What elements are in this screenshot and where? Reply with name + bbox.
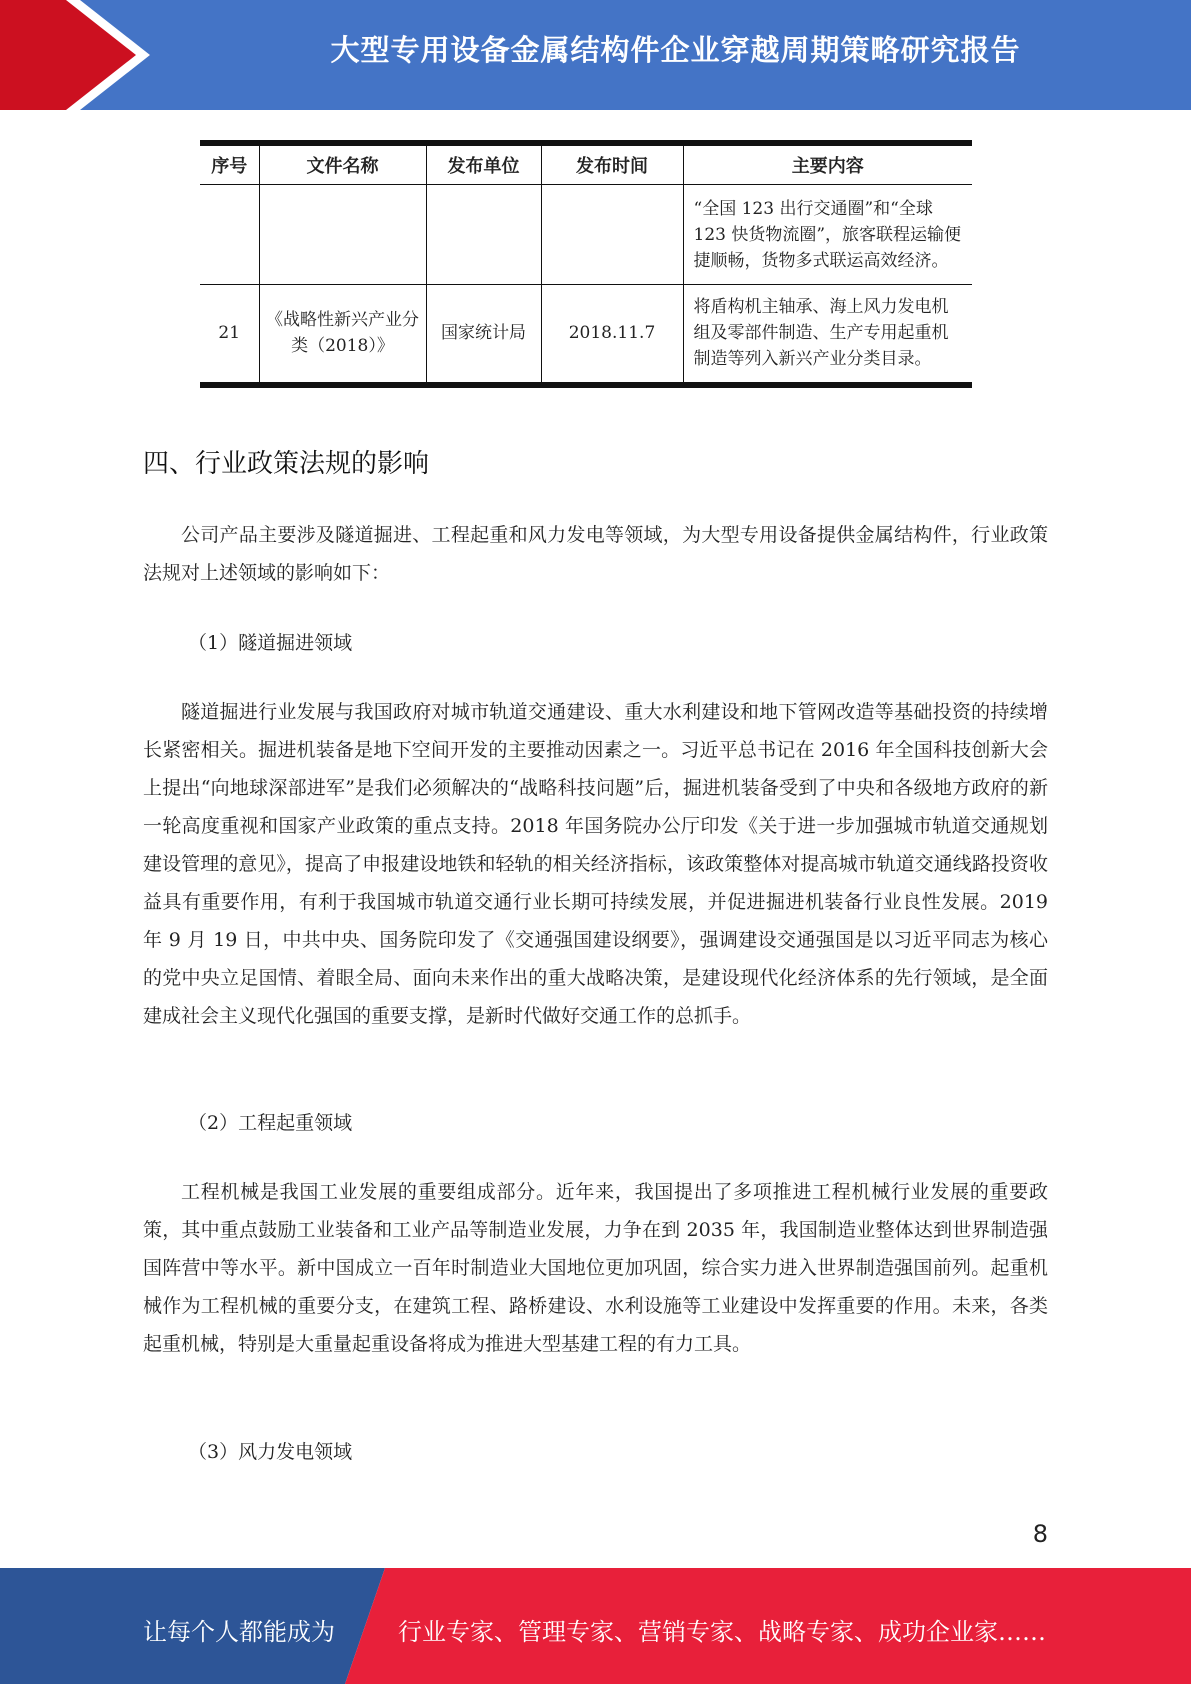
- subsection-heading-tunneling: （1）隧道掘进领域: [188, 632, 353, 654]
- table-header-row: [200, 143, 972, 185]
- cell-content: 将盾构机主轴承、海上风力发电机组及零部件制造、生产专用起重机制造等列入新兴产业分类目录。: [683, 285, 972, 385]
- cell-index: [200, 185, 259, 285]
- cell-index: 21: [218, 323, 241, 344]
- policy-table-container: [200, 140, 972, 388]
- page-footer: [0, 1568, 1191, 1684]
- cell-issuer: 国家统计局: [426, 285, 541, 385]
- page-number: 8: [1032, 1520, 1048, 1548]
- footer-slogan-right: 行业专家、管理专家、营销专家、战略专家、成功企业家……: [398, 1618, 1046, 1646]
- column-header-date: 发布时间: [541, 143, 683, 185]
- footer-slogan-left: 让每个人都能成为: [143, 1618, 335, 1646]
- subsection-heading-wind-power: （3）风力发电领域: [188, 1441, 353, 1463]
- lifting-paragraph: 工程机械是我国工业发展的重要组成部分。近年来，我国提出了多项推进工程机械行业发展的重要政策，其中重点鼓励工业装备和工业产品等制造业发展，力争在到 2035 年，我国制造业整体达到世界制造强国阵营中等水平。新中国成立一百年时制造业大国地位更加巩固，综合实力进入世界制造强国前列。起重机械作为工程机械的重要分支，在建筑工程、路桥建设、水利设施等工业建设中发挥重要的作用。未来，各类起重机械，特别是大重量起重设备将成为推进大型基建工程的有力工具。: [143, 1181, 1048, 1355]
- column-header-doc-name: 文件名称: [259, 143, 426, 185]
- page-header: [0, 0, 1191, 110]
- section-heading: 四、行业政策法规的影响: [143, 449, 430, 479]
- tunneling-paragraph: 隧道掘进行业发展与我国政府对城市轨道交通建设、重大水利建设和地下管网改造等基础投资的持续增长紧密相关。掘进机装备是地下空间开发的主要推动因素之一。习近平总书记在 2016 年全国科技创新大会上提出“向地球深部进军”是我们必须解决的“战略科技问题”后，掘进机装备受到了中央和各级地方政府的新一轮高度重视和国家产业政策的重点支持。2018 年国务院办公厅印发《关于进一步加强城市轨道交通规划建设管理的意见》，提高了申报建设地铁和轻轨的相关经济指标，该政策整体对提高城市轨道交通线路投资收益具有重要作用，有利于我国城市轨道交通行业长期可持续发展，并促进掘进机装备行业良性发展。2019 年 9 月 19 日，中共中央、国务院印发了《交通强国建设纲要》，强调建设交通强国是以习近平同志为核心的党中央立足国情、着眼全局、面向未来作出的重大战略决策，是建设现代化经济体系的先行领域，是全面建成社会主义现代化强国的重要支撑，是新时代做好交通工作的总抓手。: [143, 701, 1048, 1027]
- cell-content: “全国 123 出行交通圈”和“全球 123 快货物流圈”，旅客联程运输便捷顺畅，货物多式联运高效经济。: [683, 185, 972, 285]
- table-row: [200, 185, 972, 285]
- report-title: 大型专用设备金属结构件企业穿越周期策略研究报告: [330, 33, 1021, 67]
- cell-doc-name: [259, 185, 426, 285]
- cell-doc-name: 《战略性新兴产业分类（2018）》: [259, 285, 426, 385]
- column-header-index: 序号: [200, 143, 259, 185]
- cell-issuer: [426, 185, 541, 285]
- column-header-content: 主要内容: [683, 143, 972, 185]
- policy-table: [200, 140, 972, 388]
- cell-date: [541, 185, 683, 285]
- column-header-issuer: 发布单位: [426, 143, 541, 185]
- cell-date: 2018.11.7: [541, 285, 683, 385]
- intro-paragraph: 公司产品主要涉及隧道掘进、工程起重和风力发电等领域，为大型专用设备提供金属结构件，行业政策法规对上述领域的影响如下：: [143, 524, 1048, 584]
- subsection-heading-lifting: （2）工程起重领域: [188, 1112, 353, 1134]
- table-row: [200, 285, 972, 385]
